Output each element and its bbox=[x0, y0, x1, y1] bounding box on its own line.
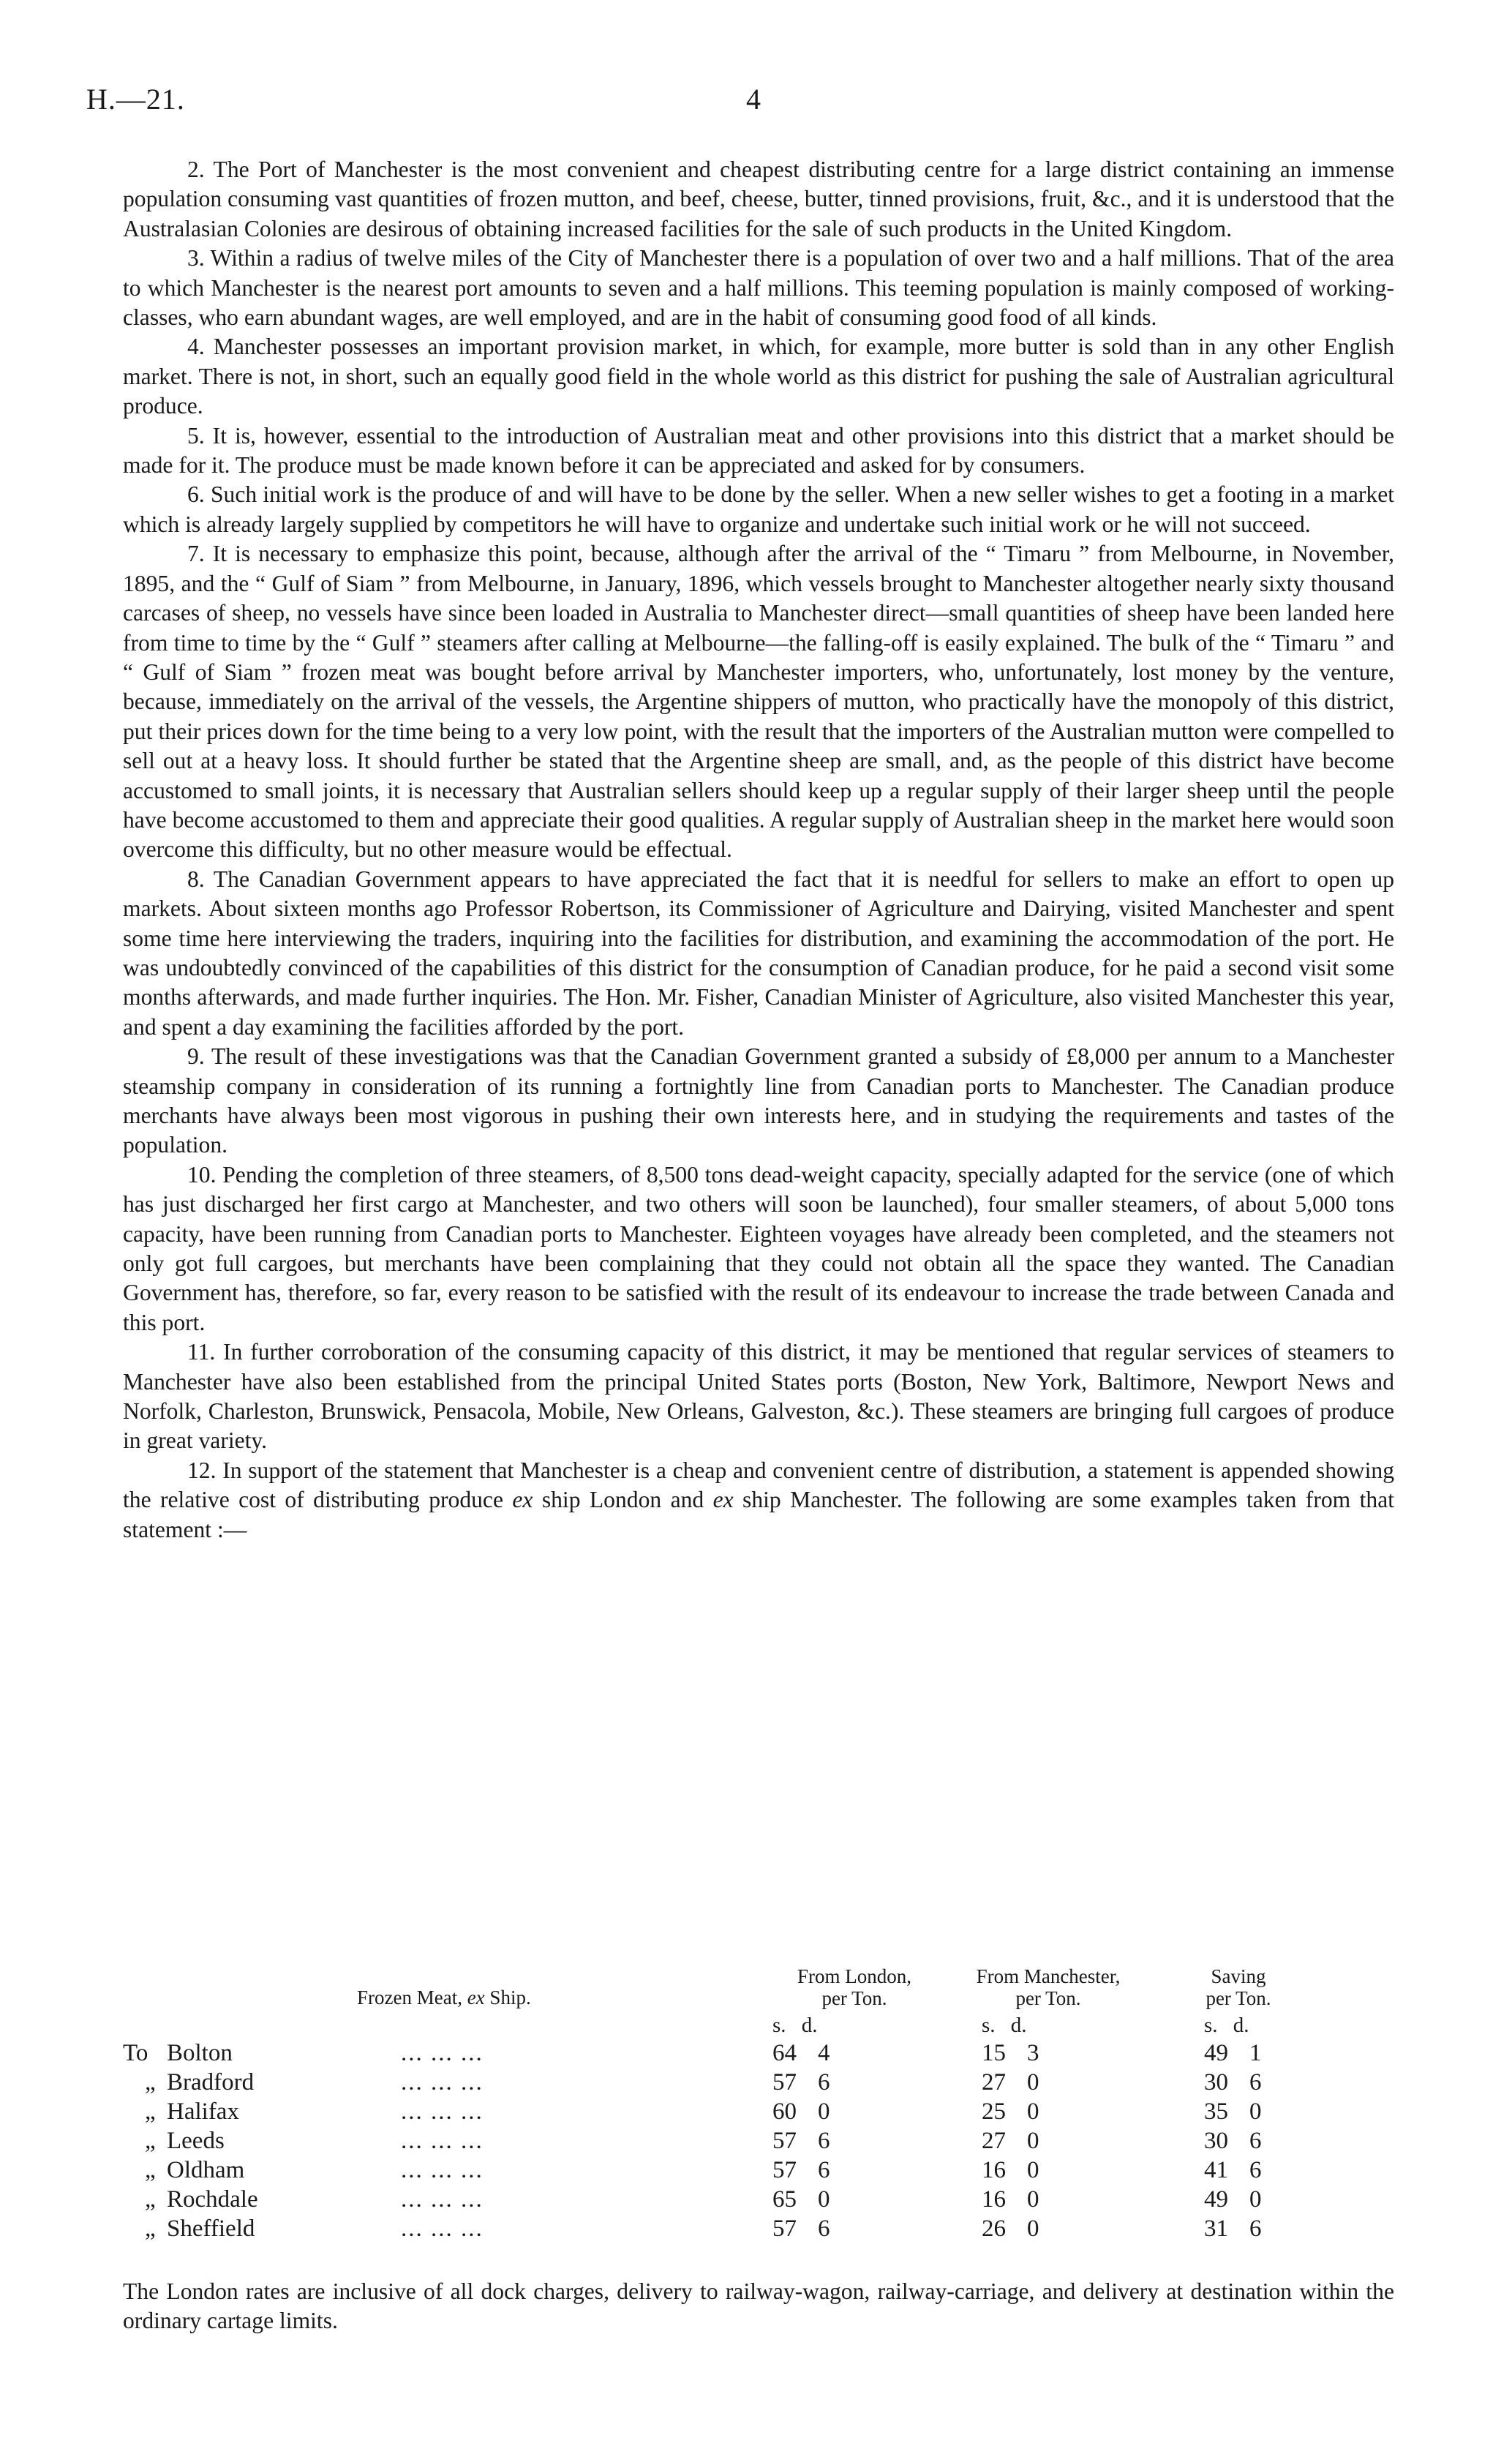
paragraph-8: 8. The Canadian Government appears to have appreciated the fact that it is needful for sellers to make an effort to open up markets. About sixteen months ago Professor Robertson, its Commissioner of Agriculture and Dairying, visited Manchester and spent some time here interviewing the traders, inquiring into the facilities for distribution, and examining the accommodation of the port. He was undoubtedly convinced of the capabilities of this district for the consumption of Canadian produce, for he paid a second visit some months afterwards, and made further inquiries. The Hon. Mr. Fisher, Canadian Minister of Agriculture, also visited Manchester this year, and spent a day examining the facilities afforded by the port. bbox=[123, 866, 1394, 1040]
row-prefix: „ bbox=[145, 2157, 156, 2183]
row-city: Sheffield bbox=[167, 2216, 255, 2242]
paragraph-7: 7. It is necessary to emphasize this point, because, although after the arrival of the “ Timaru ” from Melbourne, in November, 1895, and the “ Gulf of Siam ” from Melbourne, in January, 1896, which vessels brought to Manchester altogether nearly sixty thousand carcases of sheep, no vessels have since been loaded in Australia to Manchester direct—small quantities of sheep have been landed here from time to time by the “ Gulf ” steamers after calling at Melbourne—the falling-off is easily explained. The bulk of the “ Timaru ” and “ Gulf of Siam ” frozen meat was bought before arrival by Manchester importers, who, unfortunately, lost money by the venture, because, immediately on the arrival of the vessels, the Argentine shippers of mutton, who practically have the monopoly of this district, put their prices down for the time being to a very low point, with the result that the importers of the Australian mutton were compelled to sell out at a heavy loss. It should further be stated that the Argentine sheep are small, and, as the people of this district have become accustomed to small joints, it is necessary that Australian sellers should keep up a regular supply of their larger sheep until the people have become accustomed to them and appreciate their good qualities. A regular supply of Australian sheep in the market here would soon overcome this difficulty, but no other measure would be effectual. bbox=[123, 541, 1394, 863]
saving-shillings: 49 bbox=[1204, 2040, 1228, 2066]
row-city: Halifax bbox=[167, 2098, 239, 2125]
table-row bbox=[123, 2214, 1394, 2243]
london-shillings: 60 bbox=[772, 2098, 797, 2125]
table-header-from-manchester: From Manchester, per Ton. bbox=[976, 1965, 1121, 2009]
london-pence: 6 bbox=[818, 2216, 830, 2242]
saving-shillings: 35 bbox=[1204, 2098, 1228, 2125]
row-prefix: „ bbox=[145, 2098, 156, 2125]
table-row bbox=[123, 2038, 1394, 2068]
leader-dots: ... ... ... bbox=[401, 2216, 484, 2242]
manchester-shillings: 27 bbox=[982, 2069, 1006, 2096]
london-shillings: 57 bbox=[772, 2216, 797, 2242]
paragraph-3: 3. Within a radius of twelve miles of the City of Manchester there is a population of over two and a half millions. That of the area to which Manchester is the nearest port amounts to seven and a half millions. This teeming population is mainly composed of working-classes, who earn abundant wages, are well employed, and are in the habit of consuming good food of all kinds. bbox=[123, 245, 1394, 331]
saving-pence: 0 bbox=[1249, 2186, 1262, 2213]
body-text bbox=[123, 155, 1394, 1545]
table-row bbox=[123, 2126, 1394, 2156]
paragraph-10: 10. Pending the completion of three steamers, of 8,500 tons dead-weight capacity, specially adapted for the service (one of which has just discharged her first cargo at Manchester, and two others will soon be launched), four smaller steamers, of about 5,000 tons capacity, have been running from Canadian ports to Manchester. Eighteen voyages have already been completed, and the steamers not only got full cargoes, but merchants have been complaining that they could not obtain all the space they wanted. The Canadian Government has, therefore, so far, every reason to be satisfied with the result of its endeavour to increase the trade between Canada and this port. bbox=[123, 1161, 1394, 1335]
document-reference: H.—21. bbox=[86, 83, 185, 116]
saving-pence: 6 bbox=[1249, 2216, 1262, 2242]
leader-dots: ... ... ... bbox=[401, 2040, 484, 2066]
saving-pence: 0 bbox=[1249, 2098, 1262, 2125]
paragraph-9: 9. The result of these investigations was that the Canadian Government granted a subsidy of £8,000 per annum to a Manchester steamship company in consideration of its running a fortnightly line from Canadian ports to Manchester. The Canadian produce merchants have always been most vigorous in pushing their own interests here, and in studying the requirements and tastes of the population. bbox=[123, 1043, 1394, 1158]
saving-shillings: 30 bbox=[1204, 2069, 1228, 2096]
saving-shillings: 41 bbox=[1204, 2157, 1228, 2183]
row-prefix: „ bbox=[145, 2186, 156, 2213]
london-shillings: 57 bbox=[772, 2157, 797, 2183]
row-city: Leeds bbox=[167, 2128, 225, 2154]
page-number: 4 bbox=[746, 83, 761, 116]
saving-shillings: 30 bbox=[1204, 2128, 1228, 2154]
leader-dots: ... ... ... bbox=[401, 2157, 484, 2183]
london-pence: 6 bbox=[818, 2128, 830, 2154]
row-prefix: To bbox=[123, 2040, 148, 2066]
manchester-shillings: 15 bbox=[982, 2040, 1006, 2066]
manchester-pence: 0 bbox=[1027, 2216, 1039, 2242]
table-row bbox=[123, 2185, 1394, 2214]
manchester-shillings: 27 bbox=[982, 2128, 1006, 2154]
london-shillings: 64 bbox=[772, 2040, 797, 2066]
london-pence: 4 bbox=[818, 2040, 830, 2066]
london-pence: 6 bbox=[818, 2069, 830, 2096]
manchester-shillings: 25 bbox=[982, 2098, 1006, 2125]
manchester-pence: 0 bbox=[1027, 2186, 1039, 2213]
london-pence: 0 bbox=[818, 2186, 830, 2213]
london-pence: 0 bbox=[818, 2098, 830, 2125]
paragraph-12: 12. In support of the statement that Manchester is a cheap and convenient centre of distribution, a statement is appended showing the relative cost of distributing produce ex ship London and ex ship Manchester. The following are some examples taken from that statement :— bbox=[123, 1457, 1394, 1542]
saving-pence: 6 bbox=[1249, 2128, 1262, 2154]
london-shillings: 57 bbox=[772, 2128, 797, 2154]
row-city: Rochdale bbox=[167, 2186, 258, 2213]
london-shillings: 57 bbox=[772, 2069, 797, 2096]
paragraph-2: 2. The Port of Manchester is the most convenient and cheapest distributing centre for a large district containing an immense population consuming vast quantities of frozen mutton, and beef, cheese, butter, tinned provisions, fruit, &c., and it is understood that the Australasian Colonies are desirous of obtaining increased facilities for the sale of such products in the United Kingdom. bbox=[123, 157, 1394, 241]
leader-dots: ... ... ... bbox=[401, 2186, 484, 2213]
table-footnote: The London rates are inclusive of all dock charges, delivery to railway-wagon, railway-carriage, and delivery at destination within the ordinary cartage limits. bbox=[123, 2278, 1394, 2333]
manchester-pence: 0 bbox=[1027, 2157, 1039, 2183]
sd-label-london: s. d. bbox=[772, 2014, 818, 2037]
table-header-saving: Saving per Ton. bbox=[1206, 1965, 1271, 2009]
leader-dots: ... ... ... bbox=[401, 2069, 484, 2096]
table-header-frozen-meat: Frozen Meat, ex Ship. bbox=[357, 1987, 531, 2008]
paragraph-11: 11. In further corroboration of the consuming capacity of this district, it may be mentioned that regular services of steamers to Manchester have also been established from the principal United States ports (Boston, New York, Baltimore, Newport News and Norfolk, Charleston, Brunswick, Pensacola, Mobile, New Orleans, Galveston, &c.). These steamers are bringing full cargoes of produce in great variety. bbox=[123, 1339, 1394, 1454]
manchester-pence: 0 bbox=[1027, 2128, 1039, 2154]
row-city: Bradford bbox=[167, 2069, 255, 2096]
row-prefix: „ bbox=[145, 2216, 156, 2242]
table-header-from-london: From London, per Ton. bbox=[797, 1965, 911, 2009]
saving-pence: 1 bbox=[1249, 2040, 1262, 2066]
paragraph-4: 4. Manchester possesses an important provision market, in which, for example, more butter is sold than in any other English market. There is not, in short, such an equally good field in the whole world as this district for pushing the sale of Australian agricultural produce. bbox=[123, 334, 1394, 419]
manchester-pence: 0 bbox=[1027, 2069, 1039, 2096]
london-shillings: 65 bbox=[772, 2186, 797, 2213]
table-row bbox=[123, 2156, 1394, 2185]
paragraph-5: 5. It is, however, essential to the introduction of Australian meat and other provisions into this district that a market should be made for it. The produce must be made known before it can be appreciated and asked for by consumers. bbox=[123, 422, 1394, 479]
sd-label-manchester: s. d. bbox=[982, 2014, 1027, 2037]
sd-label-saving: s. d. bbox=[1204, 2014, 1249, 2037]
row-prefix: „ bbox=[145, 2128, 156, 2154]
manchester-pence: 3 bbox=[1027, 2040, 1039, 2066]
saving-pence: 6 bbox=[1249, 2157, 1262, 2183]
leader-dots: ... ... ... bbox=[401, 2098, 484, 2125]
leader-dots: ... ... ... bbox=[401, 2128, 484, 2154]
saving-shillings: 31 bbox=[1204, 2216, 1228, 2242]
row-prefix: „ bbox=[145, 2069, 156, 2096]
manchester-pence: 0 bbox=[1027, 2098, 1039, 2125]
table-row bbox=[123, 2068, 1394, 2097]
row-city: Bolton bbox=[167, 2040, 233, 2066]
manchester-shillings: 16 bbox=[982, 2186, 1006, 2213]
saving-shillings: 49 bbox=[1204, 2186, 1228, 2213]
london-pence: 6 bbox=[818, 2157, 830, 2183]
saving-pence: 6 bbox=[1249, 2069, 1262, 2096]
row-city: Oldham bbox=[167, 2157, 245, 2183]
paragraph-6: 6. Such initial work is the produce of and will have to be done by the seller. When a new seller wishes to get a footing in a market which is already largely supplied by competitors he will have to organize and undertake such initial work or he will not succeed. bbox=[123, 481, 1394, 537]
table-row bbox=[123, 2097, 1394, 2126]
manchester-shillings: 16 bbox=[982, 2157, 1006, 2183]
manchester-shillings: 26 bbox=[982, 2216, 1006, 2242]
